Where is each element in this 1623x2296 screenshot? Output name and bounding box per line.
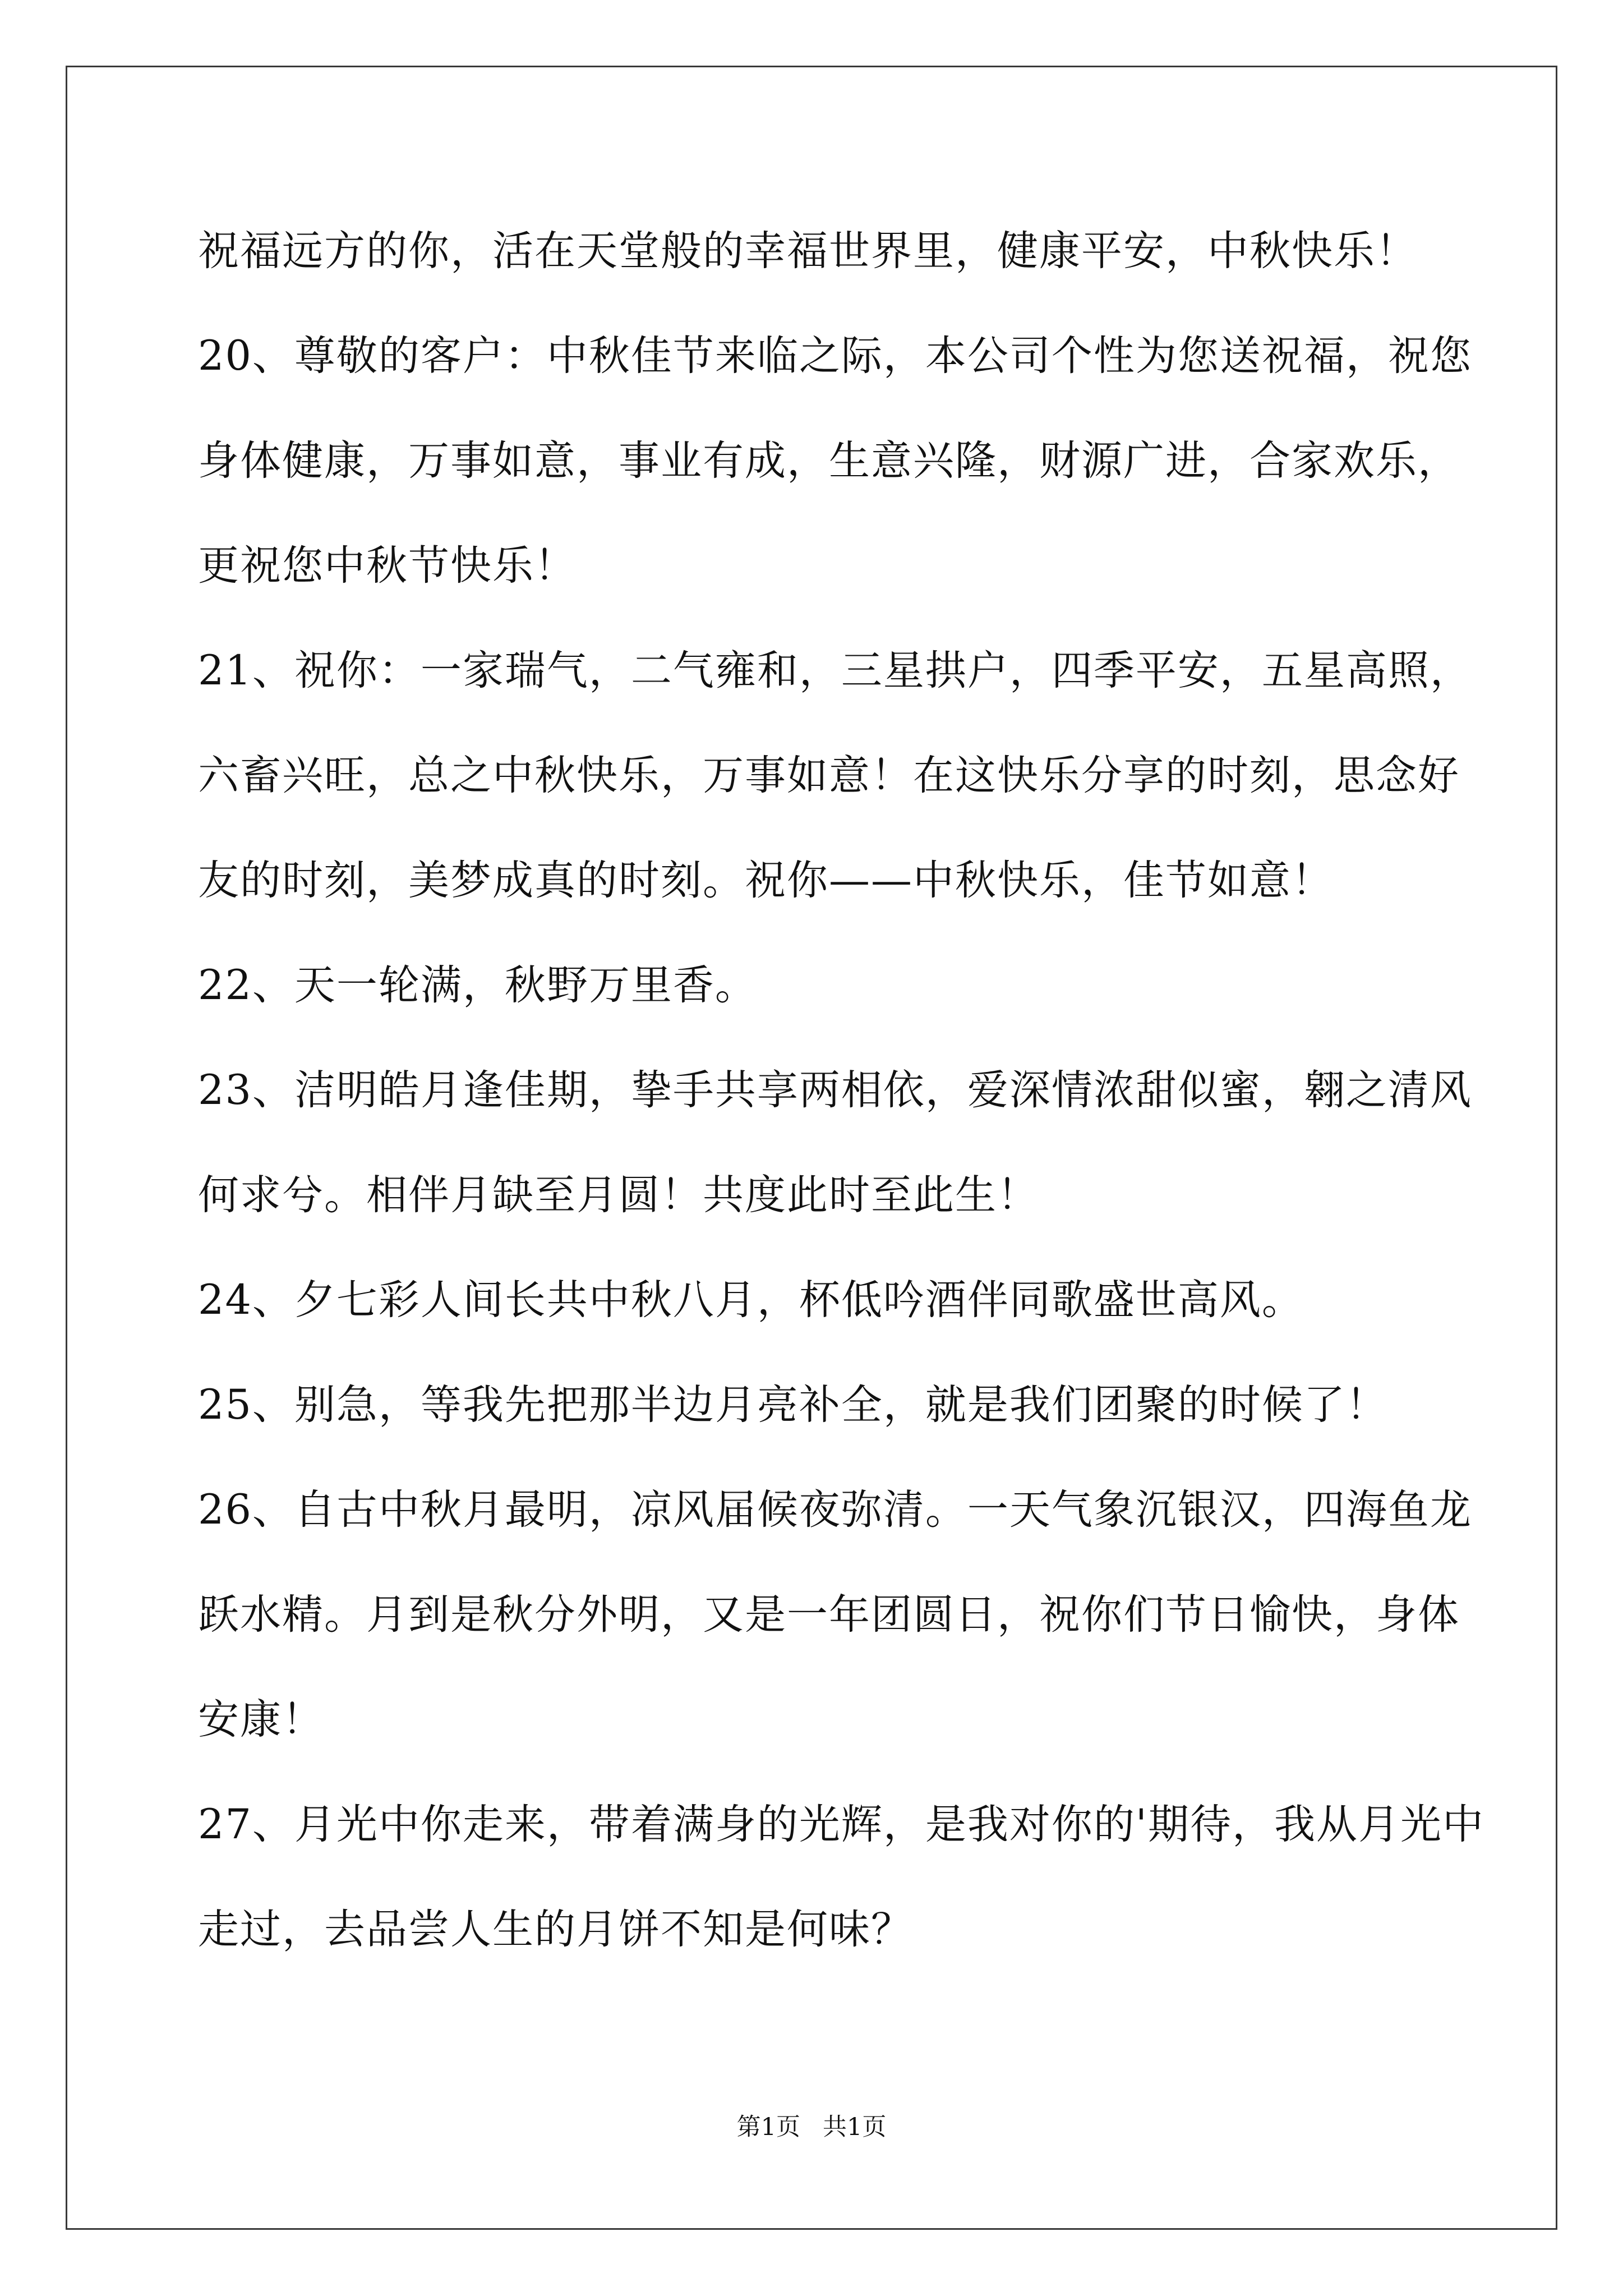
text-line: 安康！ — [198, 1696, 324, 1743]
text-line: 21、祝你：一家瑞气，二气雍和，三星拱户，四季平安，五星高照， — [198, 647, 1472, 694]
text-line: 身体健康，万事如意，事业有成，生意兴隆，财源广进，合家欢乐， — [198, 437, 1460, 485]
page-number: 第1页 — [736, 2113, 800, 2141]
text-line: 27、月光中你走来，带着满身的光辉，是我对你的'期待，我从月光中 — [198, 1801, 1484, 1848]
page-footer — [0, 2108, 1623, 2142]
text-line: 跃水精。月到是秋分外明，又是一年团圆日，祝你们节日愉快，身体 — [198, 1591, 1460, 1639]
text-line: 20、尊敬的客户：中秋佳节来临之际，本公司个性为您送祝福，祝您 — [198, 332, 1472, 380]
text-line: 更祝您中秋节快乐！ — [198, 542, 577, 590]
text-line: 六畜兴旺，总之中秋快乐，万事如意！在这快乐分享的时刻，思念好 — [198, 752, 1460, 799]
document-body — [198, 206, 1484, 1990]
page-total: 共1页 — [823, 2113, 887, 2141]
text-line: 祝福远方的你，活在天堂般的幸福世界里，健康平安，中秋快乐！ — [198, 227, 1418, 275]
text-line: 26、自古中秋月最明，凉风届候夜弥清。一天气象沉银汉，四海鱼龙 — [198, 1486, 1472, 1534]
text-line: 友的时刻，美梦成真的时刻。祝你——中秋快乐，佳节如意！ — [198, 857, 1334, 904]
text-line: 25、别急，等我先把那半边月亮补全，就是我们团聚的时候了！ — [198, 1381, 1388, 1429]
text-line: 24、夕七彩人间长共中秋八月，杯低吟酒伴同歌盛世高风。 — [198, 1276, 1304, 1324]
text-line: 走过，去品尝人生的月饼不知是何味？ — [198, 1906, 913, 1953]
text-line: 23、洁明皓月逢佳期，挚手共享两相依，爱深情浓甜似蜜，翱之清风 — [198, 1066, 1472, 1114]
text-line: 22、天一轮满，秋野万里香。 — [198, 961, 757, 1009]
text-line: 何求兮。相伴月缺至月圆！共度此时至此生！ — [198, 1171, 1039, 1219]
